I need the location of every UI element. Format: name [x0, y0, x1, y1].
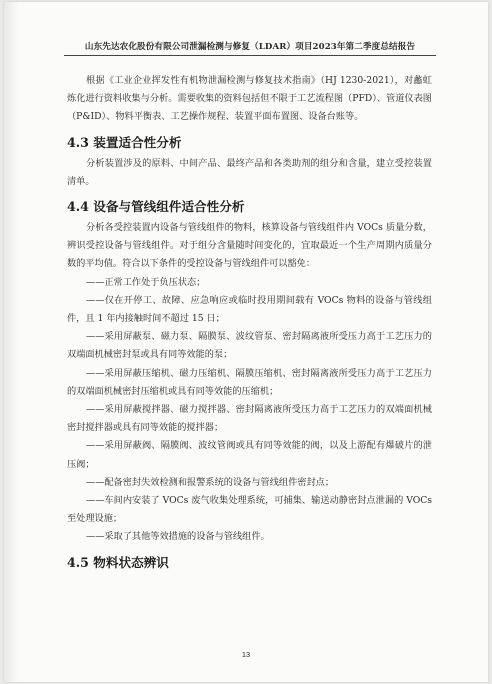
exemption-item: ——配备密封失效检测和报警系统的设备与管线组件密封点；	[86, 476, 335, 488]
page-header: 山东先达农化股份有限公司泄漏检测与修复（LDAR）项目2023年第二季度总结报告	[64, 40, 436, 56]
exemption-item: ——采取了其他等效措施的设备与管线组件。	[86, 531, 270, 543]
exemption-item: ——采用屏蔽阀、隔膜阀、波纹管阀或具有同等效能的阀，以及上游配有爆破片的泄压阀；	[67, 440, 432, 470]
section-4-3-paragraph: 分析装置涉及的原料、中间产品、最终产品和各类助剂的组分和含量，建立受控装置清单。	[67, 157, 432, 187]
exemption-item: ——仅在开停工、故障、应急响应或临时投用期间载有 VOCs 物料的设备与管线组件，且 1 年内接触时间不超过 15 日；	[67, 294, 432, 325]
exemption-item: ——采用屏蔽压缩机、磁力压缩机、隔膜压缩机、密封隔离液所受压力高于工艺压力的双端面机械密封压缩机或具有同等效能的压缩机；	[67, 367, 432, 397]
section-4-4-paragraph: 分析各受控装置内设备与管线组件的物料，核算设备与管线组件内 VOCs 质量分数，辨识受控设备与管线组件。对于组分含量随时间变化的，宜取最近一个生产周期内质量分数的平均值。符合以下条件的受控设备与管线组件可以豁免：	[67, 222, 432, 270]
section-4-4-heading: 4.4 设备与管线组件适合性分析	[67, 199, 245, 215]
page-number: 13	[241, 650, 251, 659]
exemption-item: ——车间内安装了 VOCs 废气收集处理系统，可捕集、输送动静密封点泄漏的 VOCs 至处理设施；	[67, 495, 432, 525]
exemption-item: ——采用屏蔽泵、磁力泵、隔膜泵、波纹管泵、密封隔离液所受压力高于工艺压力的双端面机械密封泵或具有同等效能的泵；	[67, 331, 432, 361]
section-4-3-heading: 4.3 装置适合性分析	[67, 134, 182, 150]
page-edge-shadow	[4, 2, 18, 682]
page-content	[67, 72, 432, 575]
section-4-5-heading: 4.5 物料状态辨识	[67, 554, 169, 570]
exemption-item: ——采用屏蔽搅拌器、磁力搅拌器、密封隔离液所受压力高于工艺压力的双端面机械密封搅拌器或具有同等效能的搅拌器；	[67, 404, 432, 434]
intro-paragraph: 根据《工业企业挥发性有机物泄漏检测与修复技术指南》（HJ 1230-2021），对蠡虹炼化进行资料收集与分析。需要收集的资料包括但不限于工艺流程图（PFD）、管道仪表图（P&ID）、物料平衡表、工艺操作规程、装置平面布置图、设备台账等。	[67, 75, 432, 123]
exemption-item: ——正常工作处于负压状态；	[86, 276, 206, 288]
document-page	[4, 2, 488, 682]
